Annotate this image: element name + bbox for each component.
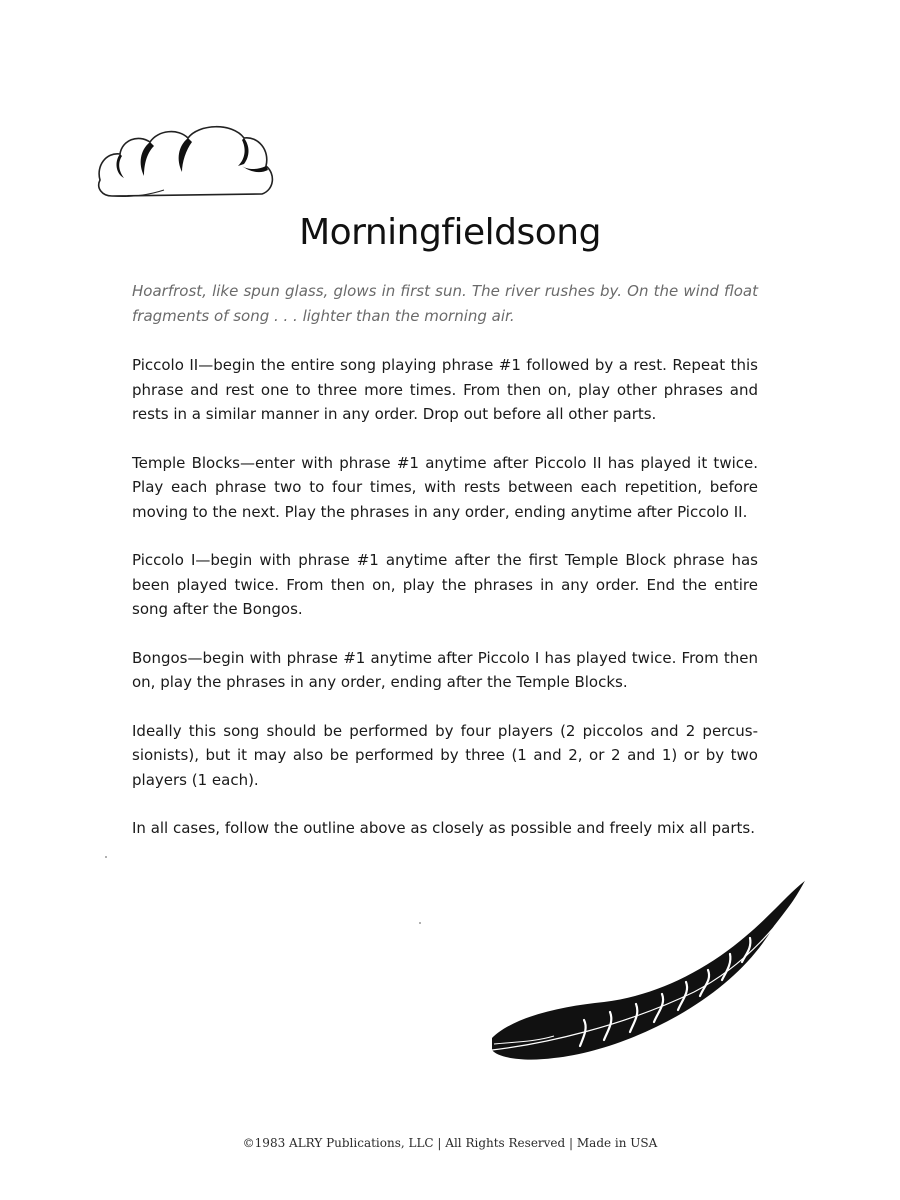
paragraph-all-cases: In all cases, follow the outline above as closely as possible and freely mix all parts. [132,819,756,837]
paper-speck [105,856,107,858]
intro-text: Hoarfrost, like spun glass, glows in first sun. The river rushes by. On the wind float fragments of song . . . lighter than the morning air. [132,282,758,325]
paragraph-piccolo-1: Piccolo I—begin with phrase #1 anytime after the first Temple Block phrase has been played twice. From then on, play the phrases in any order. End the entire song after the Bongos. [132,551,758,618]
paragraph-performers: Ideally this song should be performed by four players (2 piccolos and 2 percus-sionists), but it may also be performed by three (1 and 2, or 2 and 1) or by two players (1 each). [132,721,758,789]
copyright-footer: ©1983 ALRY Publications, LLC | All Rights Reserved | Made in USA [242,1136,658,1150]
instructions [132,353,758,865]
paragraph-temple-blocks: Temple Blocks—enter with phrase #1 anytime after Piccolo II has played it twice. Play each phrase two to four times, with rests between each repetition, before moving to the next. Play the phrases in any order, ending anytime after Piccolo II. [132,453,758,521]
cloud-illustration [92,120,278,206]
paper-speck [419,922,421,924]
paragraph-bongos: Bongos—begin with phrase #1 anytime after Piccolo I has played twice. From then on, play the phrases in any order, ending after the Temple Blocks. [132,648,758,691]
paragraph-piccolo-2: Piccolo II—begin the entire song playing phrase #1 followed by a rest. Repeat this phrase and rest one to three more times. From then on, play other phrases and rests in a similar manner in any order. Drop out before all other parts. [132,356,758,423]
page-title: Morningfieldsong [299,212,601,253]
feather-illustration [484,876,814,1086]
